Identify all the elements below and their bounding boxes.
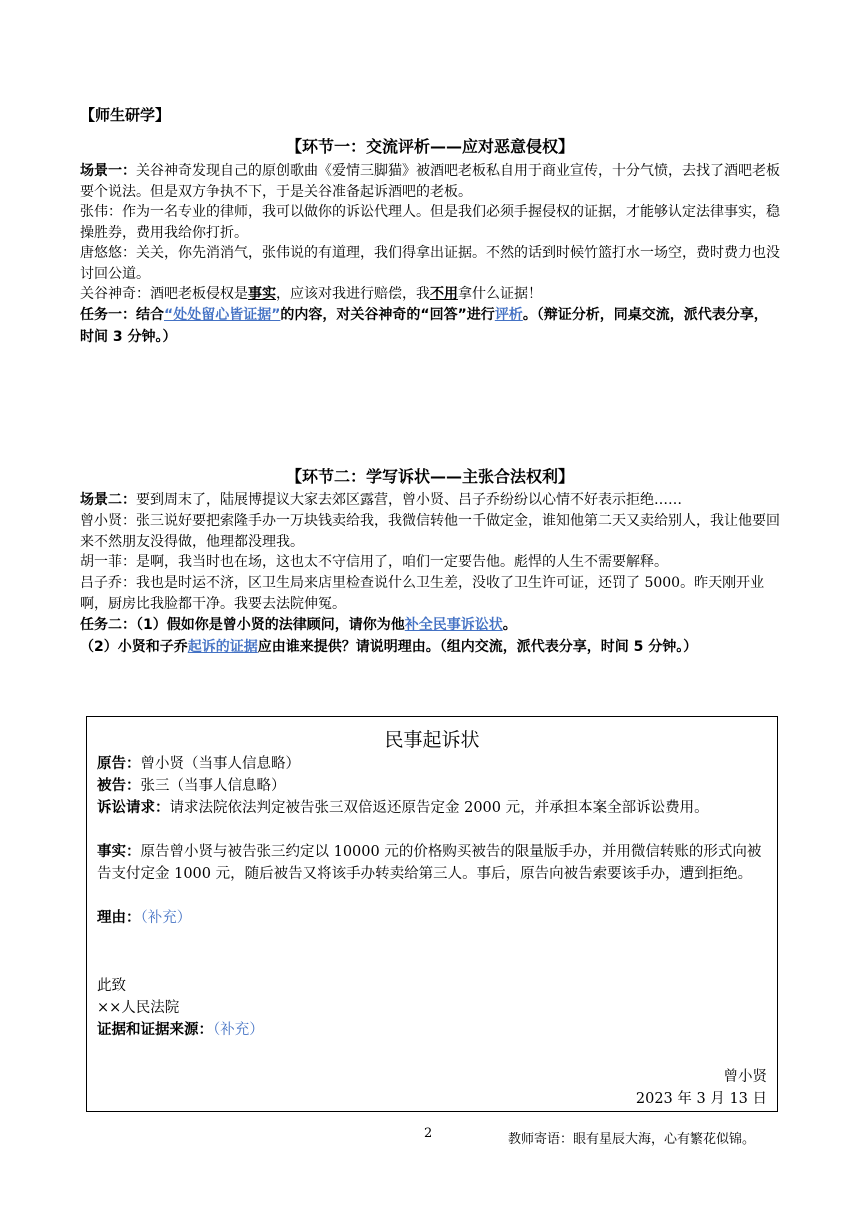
scene1-paragraph	[80, 161, 780, 202]
zengxiaoxian-line: 曾小贤：张三说好要把索隆手办一万块钱卖给我，我微信转他一千做定金，谁知他第二天又卖给别人，我让他要回来不然朋友没得做，他理都没理我。	[80, 513, 780, 550]
task1-text-b: 的内容，对关谷神奇的“回答”进行	[280, 307, 495, 323]
reason-label: 理由：	[97, 910, 141, 926]
task2-part1	[80, 614, 780, 636]
claim-value: 请求法院依法判定被告张三双倍返还原告定金 2000 元，并承担本案全部诉讼费用。	[169, 800, 709, 816]
facts-value: 原告曾小贤与被告张三约定以 10000 元的价格购买被告的限量版手办，并用微信转账的形式向被告支付定金 1000 元，随后被告又将该手办转卖给第三人。事后，原告向被告索要该手办，遭到拒绝。	[97, 844, 762, 882]
court-line: ××人民法院	[97, 1000, 180, 1016]
claim-line	[97, 797, 769, 819]
plaintiff-label: 原告：	[97, 756, 141, 772]
guangu-text-a: 关谷神奇：酒吧老板侵权是	[80, 286, 248, 302]
task2-text-b: 。	[502, 617, 517, 633]
guangu-fact: 事实	[248, 286, 276, 302]
task2-text-a: 任务二：（1）假如你是曾小贤的法律顾问，请你为他	[80, 617, 405, 633]
task2-part2	[80, 636, 780, 658]
claim-label: 诉讼请求：	[97, 800, 170, 816]
evidence-placeholder[interactable]: （补充）	[213, 1022, 264, 1038]
task2-link-complaint[interactable]: 补全民事诉讼状	[404, 617, 503, 633]
complaint-date: 2023 年 3 月 13 日	[635, 1091, 767, 1107]
huyifei-line: 胡一菲：是啊，我当时也在场，这也太不守信用了，咱们一定要告他。彪悍的人生不需要解释。	[80, 554, 668, 570]
page-number: 2	[424, 1126, 433, 1141]
complaint-box	[86, 716, 778, 1112]
signer: 曾小贤	[723, 1069, 767, 1085]
facts-label: 事实：	[97, 844, 141, 860]
plaintiff-line	[97, 753, 769, 775]
guangu-text-c: ，应该对我进行赔偿，我	[276, 286, 430, 302]
section-header: 【师生研学】	[80, 106, 171, 124]
task1	[80, 304, 780, 348]
lvziqiao-line: 吕子乔：我也是时运不济，区卫生局来店里检查说什么卫生差，没收了卫生许可证，还罚了 5000。昨天刚开业啊，厨房比我脸都干净。我要去法院伸冤。	[80, 575, 765, 612]
complaint-title: 民事起诉状	[384, 729, 480, 751]
link2-title: 【环节二：学写诉状——主张合法权利】	[285, 467, 574, 486]
task2b-text-b: 应由谁来提供？请说明理由。（组内交流，派代表分享，时间 5 分钟。）	[257, 639, 698, 655]
evidence-line	[97, 1019, 769, 1041]
facts-line	[97, 841, 769, 885]
scene2-paragraph	[80, 490, 780, 511]
guangu-line	[80, 284, 780, 305]
task1-link-review[interactable]: 评析	[494, 307, 523, 323]
task2b-text-a: （2）小贤和子乔	[80, 639, 188, 655]
task1-text-c: 。（辩证分析，同桌交流，派代表分享，时间 3 分钟。）	[80, 307, 768, 345]
salute-line: 此致	[97, 978, 126, 994]
teacher-motto: 教师寄语：眼有星辰大海，心有繁花似锦。	[508, 1132, 756, 1147]
guangu-text-e: 拿什么证据！	[458, 286, 542, 302]
link1-title: 【环节一：交流评析——应对恶意侵权】	[285, 137, 574, 156]
task1-text-a: 任务一：结合	[80, 307, 164, 323]
evidence-label: 证据和证据来源：	[97, 1022, 213, 1038]
scene1-text: 关谷神奇发现自己的原创歌曲《爱情三脚猫》被酒吧老板私自用于商业宣传，十分气愤，去找了酒吧老板要个说法。但是双方争执不下，于是关谷准备起诉酒吧的老板。	[80, 163, 780, 200]
tangyouyou-line: 唐悠悠：关关，你先消消气，张伟说的有道理，我们得拿出证据。不然的话到时候竹篮打水一场空，费时费力也没讨回公道。	[80, 245, 780, 282]
reason-line	[97, 907, 769, 929]
defendant-line	[97, 775, 769, 797]
zhangwei-line: 张伟：作为一名专业的律师，我可以做你的诉讼代理人。但是我们必须手握侵权的证据，才能够认定法律事实，稳操胜券，费用我给你打折。	[80, 204, 780, 241]
guangu-no-need: 不用	[430, 286, 458, 302]
plaintiff-value: 曾小贤（当事人信息略）	[140, 756, 300, 772]
defendant-label: 被告：	[97, 778, 141, 794]
scene2-label: 场景二：	[80, 492, 136, 508]
task1-link-evidence[interactable]: “处处留心皆证据”	[164, 307, 281, 323]
scene1-label: 场景一：	[80, 163, 136, 179]
defendant-value: 张三（当事人信息略）	[140, 778, 286, 794]
scene2-text: 要到周末了，陆展博提议大家去郊区露营，曾小贤、吕子乔纷纷以心情不好表示拒绝……	[136, 492, 682, 508]
reason-placeholder[interactable]: （补充）	[140, 910, 192, 926]
task2-link-evidence[interactable]: 起诉的证据	[187, 639, 258, 655]
